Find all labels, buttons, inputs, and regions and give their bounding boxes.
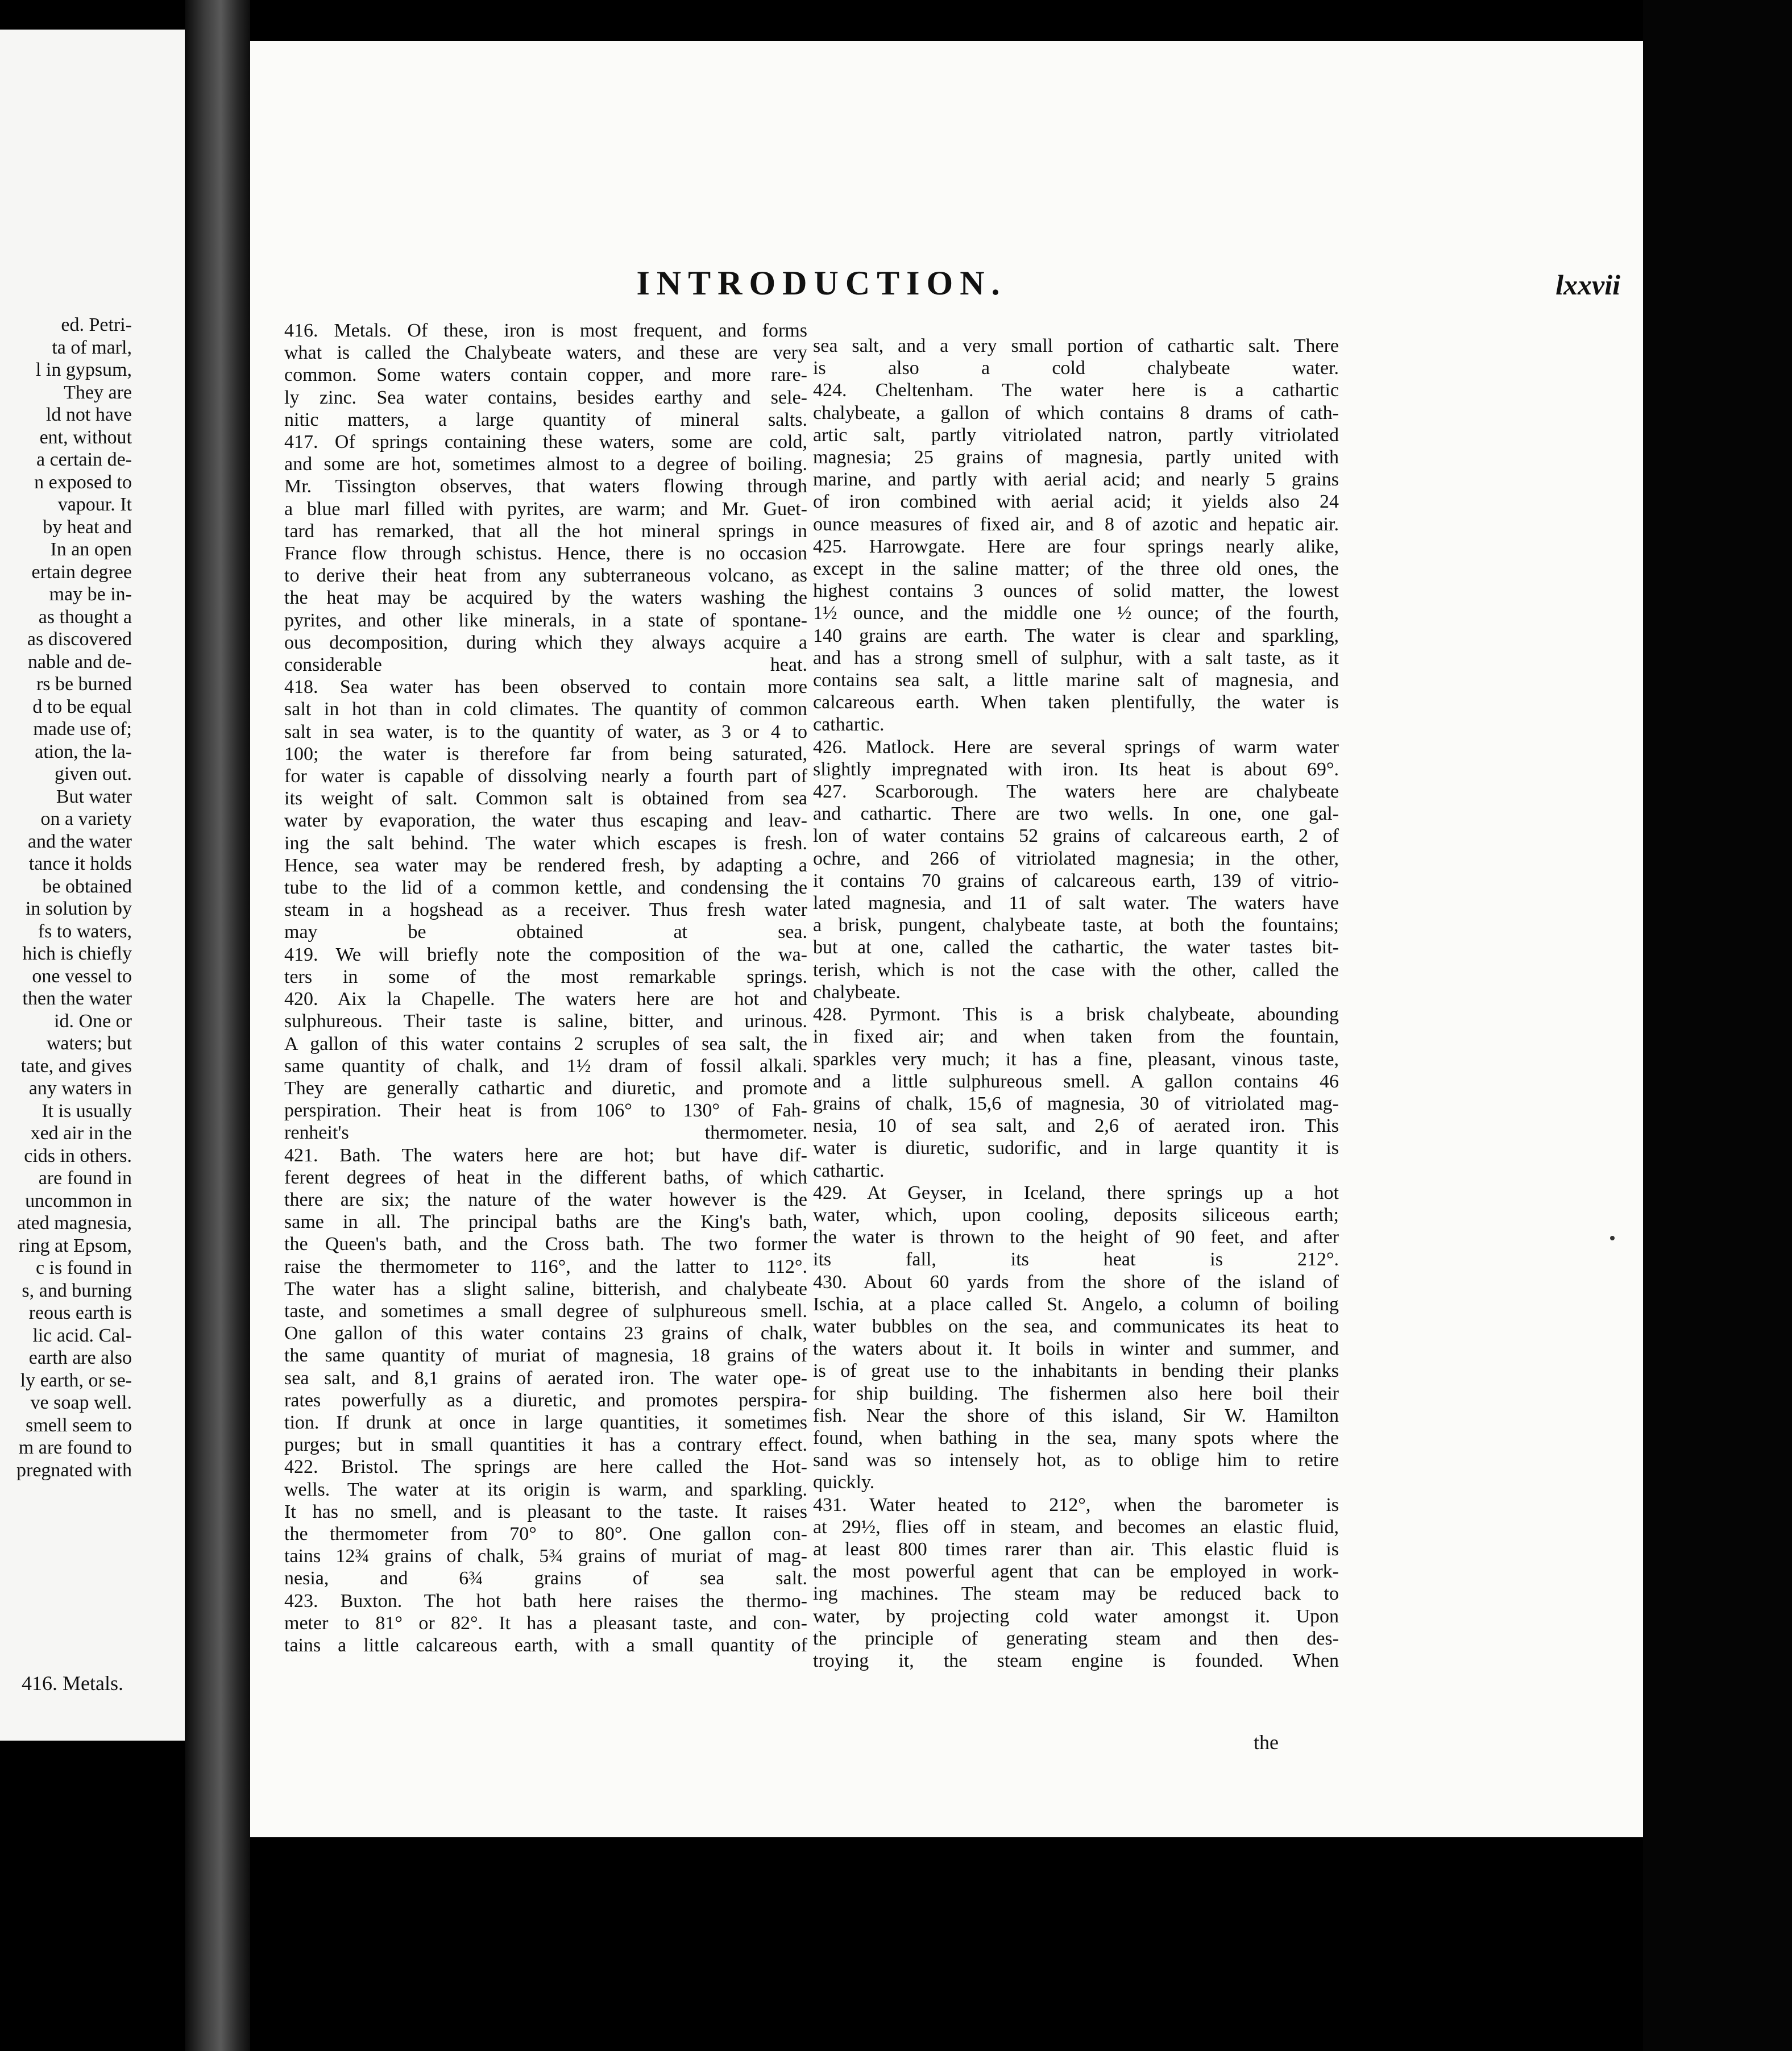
- text-line: tard has remarked, that all the hot mineral springs in: [284, 520, 807, 542]
- text-line: troying it, the steam engine is founded. When: [813, 1650, 1339, 1671]
- column-text: [813, 335, 1339, 1672]
- text-line: considerable heat.: [284, 654, 807, 676]
- text-line: 417. Of springs containing these waters, some are cold,: [284, 431, 807, 453]
- facing-page-line: ated magnesia,: [16, 1213, 132, 1234]
- facing-page-left: [0, 30, 185, 1741]
- text-line: A gallon of this water contains 2 scruples of sea salt, the: [284, 1033, 807, 1054]
- text-line: and cathartic. There are two wells. In one, one gal-: [813, 803, 1339, 825]
- text-line: of iron combined with aerial acid; it yields also 24: [813, 491, 1339, 513]
- text-line: sea salt, and 8,1 grains of aerated iron. The water ope-: [284, 1367, 807, 1389]
- text-line: but at one, called the cathartic, the water tastes bit-: [813, 937, 1339, 958]
- facing-page-line: ation, the la-: [35, 741, 132, 762]
- facing-page-line: be obtained: [42, 875, 132, 897]
- facing-page-line: ertain degree: [31, 561, 132, 583]
- text-line: 428. Pyrmont. This is a brisk chalybeate, abounding: [813, 1004, 1339, 1026]
- book-gutter: [185, 0, 250, 2051]
- running-head: [250, 264, 1620, 309]
- facing-page-line: as discovered: [27, 629, 132, 650]
- text-line: salt in sea water, is to the quantity of water, as 3 or 4 to: [284, 721, 807, 742]
- text-line: cathartic.: [813, 714, 885, 736]
- facing-page-line: ta of marl,: [52, 337, 132, 358]
- right-catchword: the: [1254, 1731, 1279, 1754]
- facing-page-line: earth are also: [28, 1347, 132, 1368]
- text-line: and has a strong smell of sulphur, with a salt taste, as it: [813, 647, 1339, 669]
- text-line: is also a cold chalybeate water.: [813, 358, 1339, 379]
- column-text: [284, 319, 807, 1656]
- text-line: taste, and sometimes a small degree of sulphureous smell.: [284, 1300, 807, 1322]
- text-line: renheit's thermometer.: [284, 1122, 807, 1144]
- text-line: ferent degrees of heat in the different baths, of which: [284, 1166, 807, 1188]
- text-line: the water is thrown to the height of 90 feet, and after: [813, 1227, 1339, 1248]
- text-line: a brisk, pungent, chalybeate taste, at both the fountains;: [813, 915, 1339, 936]
- facing-page-line: may be in-: [49, 584, 132, 605]
- facing-page-line: d to be equal: [32, 696, 132, 717]
- text-line: 1½ ounce, and the middle one ½ ounce; of the fourth,: [813, 603, 1339, 624]
- text-line: 418. Sea water has been observed to contain more: [284, 676, 807, 698]
- facing-page-line: fs to waters,: [38, 920, 132, 942]
- facing-page-line: cids in others.: [24, 1145, 132, 1166]
- text-line: wells. The water at its origin is warm, and sparkling.: [284, 1479, 807, 1500]
- facing-page-line: ring at Epsom,: [18, 1235, 132, 1256]
- text-line: 429. At Geyser, in Iceland, there springs up a hot: [813, 1182, 1339, 1203]
- text-line: in fixed air; and when taken from the fountain,: [813, 1026, 1339, 1048]
- text-line: nitic matters, a large quantity of mineral salts.: [284, 409, 807, 430]
- facing-page-line: n exposed to: [34, 471, 132, 493]
- text-line: rates powerfully as a diuretic, and promotes perspira-: [284, 1389, 807, 1411]
- text-line: sparkles very much; it has a fine, pleasant, vinous taste,: [813, 1048, 1339, 1070]
- facing-page-line: lic acid. Cal-: [32, 1325, 132, 1346]
- text-line: chalybeate, a gallon of which contains 8 drams of cath-: [813, 402, 1339, 424]
- text-line: perspiration. Their heat is from 106° to 130° of Fah-: [284, 1100, 807, 1122]
- text-line: tains a little calcareous earth, with a small quantity of: [284, 1634, 807, 1656]
- text-line: and a little sulphureous smell. A gallon contains 46: [813, 1070, 1339, 1092]
- text-line: marine, and partly with aerial acid; and nearly 5 grains: [813, 469, 1339, 491]
- facing-page-line: It is usually: [42, 1100, 132, 1122]
- text-line: nesia, and 6¾ grains of sea salt.: [284, 1568, 807, 1589]
- text-line: sea salt, and a very small portion of cathartic salt. There: [813, 335, 1339, 356]
- facing-page-line: in solution by: [25, 898, 132, 919]
- text-line: ous decomposition, during which they always acquire a: [284, 632, 807, 653]
- text-line: salt in hot than in cold climates. The quantity of common: [284, 699, 807, 720]
- facing-page-line: then the water: [22, 988, 132, 1009]
- text-line: the heat may be acquired by the waters washing the: [284, 587, 807, 609]
- text-line: common. Some waters contain copper, and more rare-: [284, 364, 807, 386]
- text-line: 416. Metals. Of these, iron is most frequent, and forms: [284, 320, 807, 341]
- text-line: It has no smell, and is pleasant to the taste. It raises: [284, 1501, 807, 1522]
- text-line: sulphureous. Their taste is saline, bitter, and urinous.: [284, 1011, 807, 1032]
- text-line: purges; but in small quantities it has a contrary effect.: [284, 1434, 807, 1456]
- text-line: for water is capable of dissolving nearly a fourth part of: [284, 766, 807, 787]
- text-line: magnesia; 25 grains of magnesia, partly united with: [813, 447, 1339, 468]
- facing-page-line: uncommon in: [25, 1190, 132, 1211]
- text-line: chalybeate.: [813, 981, 901, 1003]
- text-line: sand was so intensely hot, as to oblige him to retire: [813, 1450, 1339, 1471]
- facing-page-line: are found in: [38, 1168, 132, 1189]
- ink-speck: [1610, 1236, 1615, 1240]
- text-line: at 29½, flies off in steam, and becomes an elastic fluid,: [813, 1516, 1339, 1538]
- text-line: for ship building. The fishermen also here boil their: [813, 1382, 1339, 1404]
- facing-page-line: c is found in: [35, 1257, 132, 1278]
- facing-page-line: ent, without: [39, 426, 132, 448]
- facing-page-line: They are: [64, 381, 132, 403]
- text-line: 430. About 60 yards from the shore of the island of: [813, 1271, 1339, 1293]
- text-line: it contains 70 grains of calcareous earth, 139 of vitrio-: [813, 870, 1339, 891]
- text-line: the same quantity of muriat of magnesia, 18 grains of: [284, 1345, 807, 1367]
- text-line: there are six; the nature of the water however is the: [284, 1189, 807, 1210]
- facing-page-line: on a variety: [40, 808, 132, 829]
- text-line: at least 800 times rarer than air. This elastic fluid is: [813, 1538, 1339, 1560]
- facing-page-line: pregnated with: [16, 1459, 132, 1481]
- text-line: and some are hot, sometimes almost to a degree of boiling.: [284, 454, 807, 475]
- text-line: ters in some of the most remarkable springs.: [284, 966, 807, 987]
- text-line: may be obtained at sea.: [284, 921, 807, 943]
- text-line: 421. Bath. The waters here are hot; but have dif-: [284, 1144, 807, 1166]
- page-header-title: INTRODUCTION.: [636, 264, 1007, 302]
- facing-page-line: one vessel to: [32, 965, 132, 987]
- text-line: 426. Matlock. Here are several springs of warm water: [813, 736, 1339, 758]
- text-line: ly zinc. Sea water contains, besides earthy and sele-: [284, 387, 807, 408]
- text-line: Ischia, at a place called St. Angelo, a column of boiling: [813, 1293, 1339, 1315]
- facing-page-line: and the water: [27, 831, 132, 852]
- text-line: what is called the Chalybeate waters, and these are very: [284, 342, 807, 364]
- text-column-left: [284, 319, 807, 1656]
- facing-page-line: ly earth, or se-: [20, 1369, 132, 1391]
- text-line: the principle of generating steam and then des-: [813, 1627, 1339, 1649]
- text-line: tains 12¾ grains of chalk, 5¾ grains of muriat of mag-: [284, 1546, 807, 1567]
- text-line: lated magnesia, and 11 of salt water. The waters have: [813, 892, 1339, 914]
- text-line: steam in a hogshead as a receiver. Thus fresh water: [284, 899, 807, 921]
- text-line: ing machines. The steam may be reduced back to: [813, 1583, 1339, 1605]
- facing-page-line: any waters in: [28, 1078, 132, 1099]
- facing-page-line: waters; but: [46, 1033, 132, 1054]
- facing-page-line: smell seem to: [26, 1414, 132, 1436]
- page-right: [250, 41, 1643, 1837]
- facing-page-line: reous earth is: [28, 1302, 132, 1323]
- facing-page-line: But water: [56, 786, 132, 807]
- text-line: 140 grains are earth. The water is clear and sparkling,: [813, 625, 1339, 646]
- facing-page-line: as thought a: [38, 606, 132, 628]
- text-line: pyrites, and other like minerals, in a state of spontane-: [284, 609, 807, 631]
- text-line: water bubbles on the sea, and communicates its heat to: [813, 1315, 1339, 1337]
- text-line: a blue marl filled with pyrites, are warm; and Mr. Guet-: [284, 498, 807, 520]
- text-line: the thermometer from 70° to 80°. One gallon con-: [284, 1523, 807, 1545]
- text-line: ounce measures of fixed air, and 8 of azotic and hepatic air.: [813, 513, 1339, 535]
- text-line: lon of water contains 52 grains of calcareous earth, 2 of: [813, 825, 1339, 847]
- text-column-right: [813, 335, 1339, 1672]
- text-line: One gallon of this water contains 23 grains of chalk,: [284, 1323, 807, 1344]
- text-line: ochre, and 266 of vitriolated magnesia; in the other,: [813, 848, 1339, 869]
- facing-page-line: nable and de-: [27, 651, 132, 672]
- facing-page-line: by heat and: [43, 516, 132, 538]
- facing-page-line: tance it holds: [28, 853, 132, 874]
- text-line: the waters about it. It boils in winter and summer, and: [813, 1338, 1339, 1360]
- facing-page-line: given out.: [55, 763, 132, 784]
- text-line: The water has a slight saline, bitterish, and chalybeate: [284, 1278, 807, 1299]
- text-line: ing the salt behind. The water which escapes is fresh.: [284, 832, 807, 854]
- facing-page-line: ed. Petri-: [61, 314, 132, 335]
- text-line: highest contains 3 ounces of solid matter, the lowest: [813, 580, 1339, 602]
- facing-page-text: [0, 314, 185, 1481]
- text-line: is of great use to the inhabitants in bending their planks: [813, 1360, 1339, 1382]
- text-line: 423. Buxton. The hot bath here raises the thermo-: [284, 1590, 807, 1612]
- facing-page-line: ve soap well.: [30, 1392, 132, 1413]
- facing-page-line: id. One or: [54, 1010, 132, 1032]
- facing-page-line: tate, and gives: [20, 1055, 132, 1077]
- text-line: same in all. The principal baths are the King's bath,: [284, 1211, 807, 1233]
- text-line: water by evaporation, the water thus escaping and leav-: [284, 810, 807, 832]
- text-line: its weight of salt. Common salt is obtained from sea: [284, 788, 807, 809]
- text-line: 431. Water heated to 212°, when the barometer is: [813, 1494, 1339, 1516]
- facing-page-line: m are found to: [18, 1437, 132, 1458]
- text-line: slightly impregnated with iron. Its heat is about 69°.: [813, 758, 1339, 780]
- text-line: the Queen's bath, and the Cross bath. The two former: [284, 1234, 807, 1255]
- facing-page-line: made use of;: [33, 719, 132, 740]
- text-line: 425. Harrowgate. Here are four springs nearly alike,: [813, 535, 1339, 557]
- facing-page-line: hich is chiefly: [22, 943, 132, 964]
- facing-page-line: l in gypsum,: [35, 359, 132, 380]
- text-line: fish. Near the shore of this island, Sir W. Hamilton: [813, 1405, 1339, 1426]
- facing-page-line: xed air in the: [30, 1123, 132, 1144]
- text-line: except in the saline matter; of the three old ones, the: [813, 558, 1339, 580]
- text-line: contains sea salt, a little marine salt of magnesia, and: [813, 670, 1339, 691]
- text-line: same quantity of chalk, and 1½ dram of fossil alkali.: [284, 1055, 807, 1077]
- text-line: meter to 81° or 82°. It has a pleasant taste, and con-: [284, 1612, 807, 1634]
- scan-border: [1643, 0, 1792, 2051]
- text-line: water is diuretic, sudorific, and in large quantity it is: [813, 1137, 1339, 1159]
- text-line: cathartic.: [813, 1160, 885, 1181]
- facing-page-line: ld not have: [45, 404, 132, 425]
- text-line: They are generally cathartic and diuretic, and promote: [284, 1077, 807, 1099]
- text-line: terish, which is not the case with the other, called the: [813, 959, 1339, 981]
- text-line: grains of chalk, 15,6 of magnesia, 30 of vitriolated mag-: [813, 1093, 1339, 1114]
- text-line: tion. If drunk at once in large quantities, it sometimes: [284, 1411, 807, 1433]
- text-line: Mr. Tissington observes, that waters flowing through: [284, 476, 807, 497]
- facing-page-line: rs be burned: [36, 674, 132, 695]
- text-line: 419. We will briefly note the composition of the wa-: [284, 944, 807, 965]
- text-line: nesia, 10 of sea salt, and 2,6 of aerated iron. This: [813, 1115, 1339, 1137]
- text-line: raise the thermometer to 116°, and the latter to 112°.: [284, 1256, 807, 1277]
- text-line: Hence, sea water may be rendered fresh, by adapting a: [284, 854, 807, 876]
- text-line: tube to the lid of a common kettle, and condensing the: [284, 877, 807, 899]
- text-line: 427. Scarborough. The waters here are chalybeate: [813, 781, 1339, 803]
- text-line: to derive their heat from any subterraneous volcano, as: [284, 565, 807, 587]
- text-line: artic salt, partly vitriolated natron, partly vitriolated: [813, 424, 1339, 446]
- facing-page-line: In an open: [50, 539, 132, 560]
- text-line: found, when bathing in the sea, many spots where the: [813, 1427, 1339, 1448]
- text-line: calcareous earth. When taken plentifully, the water is: [813, 692, 1339, 713]
- text-line: 420. Aix la Chapelle. The waters here are hot and: [284, 989, 807, 1010]
- facing-page-line: a certain de-: [36, 449, 132, 470]
- page-number: lxxvii: [1555, 269, 1620, 301]
- text-line: 424. Cheltenham. The water here is a cathartic: [813, 380, 1339, 401]
- text-line: its fall, its heat is 212°.: [813, 1249, 1339, 1271]
- text-line: water, by projecting cold water amongst it. Upon: [813, 1605, 1339, 1627]
- facing-page-line: vapour. It: [57, 494, 132, 515]
- text-line: 100; the water is therefore far from being saturated,: [284, 743, 807, 765]
- text-line: quickly.: [813, 1472, 875, 1493]
- left-catchword: 416. Metals.: [22, 1672, 123, 1695]
- text-line: 422. Bristol. The springs are here called the Hot-: [284, 1456, 807, 1478]
- text-line: the most powerful agent that can be employed in work-: [813, 1561, 1339, 1583]
- text-line: France flow through schistus. Hence, there is no occasion: [284, 543, 807, 564]
- facing-page-line: s, and burning: [22, 1280, 132, 1301]
- text-line: water, which, upon cooling, deposits siliceous earth;: [813, 1204, 1339, 1226]
